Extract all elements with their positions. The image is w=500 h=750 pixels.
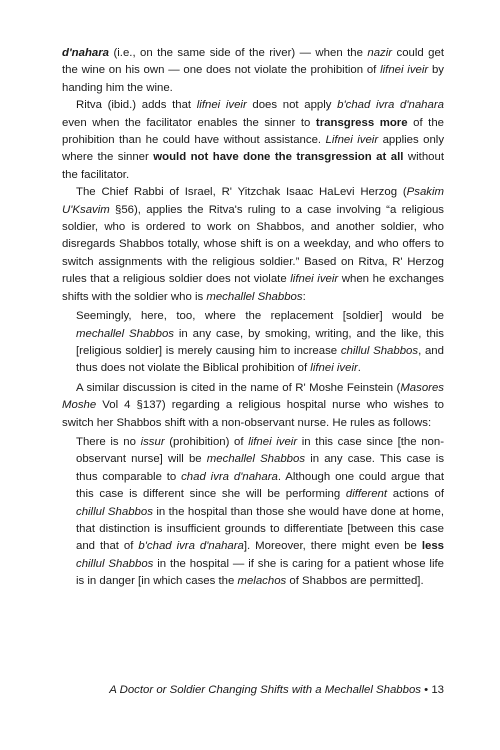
text-run: : [302, 290, 306, 303]
emphasis-text: transgress more [315, 116, 408, 129]
italic-term: melachos [237, 575, 287, 588]
italic-term: lifnei iveir [290, 273, 339, 286]
italic-term: d'nahara [62, 47, 110, 59]
paragraph [62, 380, 444, 432]
block-quote [76, 434, 444, 591]
italic-term: Lifnei iveir [325, 134, 379, 147]
text-run: could get the wine on his own — one does not violate the prohibition of [62, 47, 444, 77]
text-run: even when the facilitator enables the sinner to [62, 116, 316, 129]
text-run: Ritva (ibid.) adds that [76, 99, 197, 112]
text-run: §56), applies the Ritva's ruling to a case involving “a religious soldier, who is ordered to work on Shabbos, and another soldier, who disregards Shabbos totally, whose shift is on a weekday, and who offers to switch assignments with the religious soldier.” Based on Ritva, R' Herzog rules that a religious soldier does not violate [62, 203, 444, 286]
text-run: The Chief Rabbi of Israel, R' Yitzchak Isaac HaLevi Herzog ( [76, 186, 407, 199]
text-run: of Shabbos are permitted]. [286, 575, 424, 588]
italic-term: lifnei iveir [380, 64, 429, 77]
italic-term: different [345, 488, 388, 501]
text-run: There is no [76, 435, 141, 448]
text-run: without the facilitator. [62, 151, 444, 181]
paragraph [62, 184, 444, 306]
text-run: in the hospital than those she would have done at home, that distinction is insufficient grounds to differentiate [between this case and that of [76, 505, 444, 553]
running-title: A Doctor or Soldier Changing Shifts with a Mechallel Shabbos [109, 684, 421, 696]
quote-paragraph [76, 308, 444, 378]
text-run: (i.e., on the same side of the river) — when the [109, 47, 368, 59]
text-run: actions of [387, 488, 444, 501]
emphasis-text: would not have done the transgression at all [153, 151, 404, 164]
text-run: . [357, 362, 361, 375]
footer-separator: • [424, 684, 429, 696]
italic-term: lifnei iveir [310, 362, 358, 375]
italic-term: b'chad ivra d'nahara [337, 99, 444, 112]
italic-term: lifnei iveir [248, 435, 298, 448]
text-run: in the hospital — if she is caring for a patient whose life is in danger [in which cases the [76, 557, 444, 588]
text-run: Vol 4 §137) regarding a religious hospital nurse who wishes to switch her Shabbos shift with a non-observant nurse. He rules as follows: [62, 399, 444, 429]
text-run: by handing him the wine. [62, 64, 444, 94]
body-text [62, 45, 444, 593]
text-run: , and thus does not violate the Biblical prohibition of [76, 344, 444, 375]
quote-paragraph [76, 434, 444, 591]
emphasis-text: less [421, 540, 445, 553]
italic-term: lifnei iveir [196, 99, 247, 112]
text-run: ]. Moreover, there might even be [243, 540, 422, 553]
page-number: 13 [431, 684, 444, 696]
text-run: when he exchanges shifts with the soldier who is [62, 273, 444, 303]
text-run: in any case. This case is thus comparable to [76, 453, 445, 483]
text-run: in this case since [the non-observant nurse] will be [76, 435, 444, 466]
italic-term: chillul Shabbos [76, 557, 154, 570]
italic-term: issur [140, 435, 165, 448]
italic-term: mechallel Shabbos [76, 327, 174, 340]
text-run: of the prohibition than he could have without assistance. [62, 116, 444, 147]
text-run: in any case, by smoking, writing, and the like, this [religious soldier] is merely causing him to increase [76, 327, 444, 357]
italic-term: nazir [367, 47, 393, 59]
paragraph [62, 97, 444, 184]
text-run: (prohibition) of [164, 435, 249, 448]
text-run: A similar discussion is cited in the name of R' Moshe Feinstein ( [76, 381, 401, 394]
italic-term: mechallel Shabbos [206, 453, 306, 466]
italic-term: chillul Shabbos [340, 344, 419, 357]
text-run: Seemingly, here, too, where the replacement [soldier] would be [76, 310, 444, 323]
paragraph [62, 45, 444, 97]
italic-term: Masores Moshe [62, 381, 444, 412]
italic-term: mechallel Shabbos [206, 290, 303, 303]
italic-term: chillul Shabbos [76, 505, 153, 518]
italic-term: b'chad ivra d'nahara [138, 540, 244, 553]
text-run: . Although one could argue that this case is different since she will be performing [76, 470, 444, 501]
text-run: does not apply [246, 99, 338, 112]
block-quote [76, 308, 444, 378]
running-footer [109, 684, 444, 696]
italic-term: Psakim U'Ksavim [62, 186, 444, 216]
italic-term: chad ivra d'nahara [181, 470, 278, 483]
text-run: applies only where the sinner [62, 134, 445, 164]
